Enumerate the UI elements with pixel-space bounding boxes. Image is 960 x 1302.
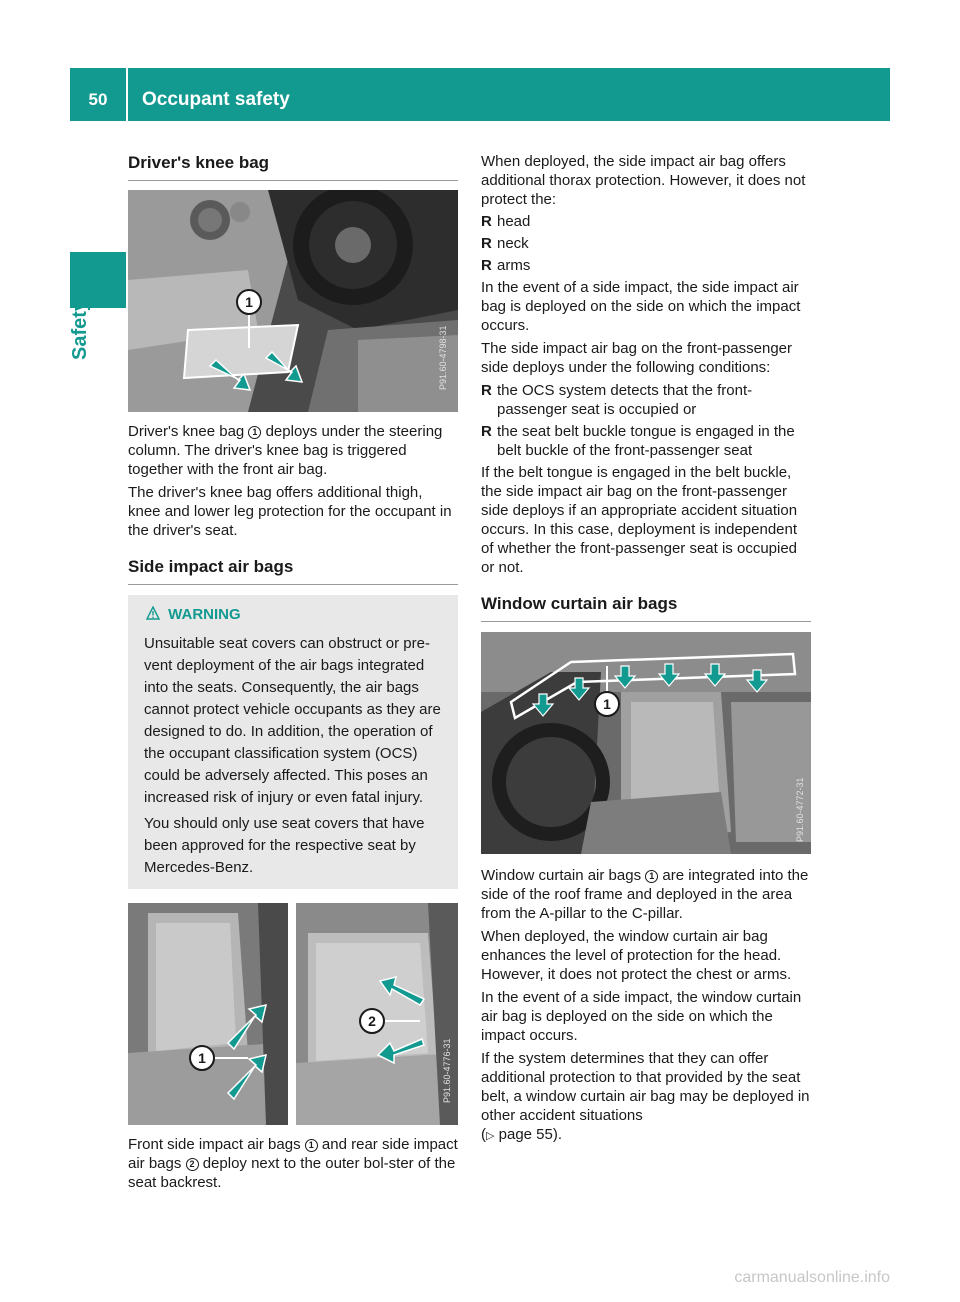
header-divider bbox=[126, 68, 128, 121]
window-curtain-photo bbox=[481, 632, 811, 854]
page-header bbox=[70, 68, 890, 121]
list-item-text: arms bbox=[497, 257, 531, 274]
list-item bbox=[481, 256, 811, 275]
window-curtain-paragraph-3: In the event of a side impact, the window curtain air bag is deployed on the side on which the impact occurs. bbox=[481, 989, 802, 1044]
knee-bag-photo-callout: 1 bbox=[245, 294, 253, 310]
text-part: ). bbox=[552, 1126, 563, 1143]
knee-bag-paragraph-2: The driver's knee bag offers additional thigh, knee and lower leg protection for the occupant in the driver's seat. bbox=[128, 484, 452, 539]
section-tab-label: Safety bbox=[69, 299, 91, 360]
side-impact-heading: Side impact air bags bbox=[128, 556, 458, 585]
page-reference-link[interactable]: page 55 bbox=[498, 1126, 553, 1143]
side-impact-paragraph-3: The side impact air bag on the front-passenger side deploys under the following conditions: bbox=[481, 340, 793, 376]
page-title: Occupant safety bbox=[142, 89, 290, 110]
right-column bbox=[481, 152, 811, 1150]
side-impact-paragraph-4: If the belt tongue is engaged in the belt buckle, the side impact air bag on the front-passenger side deploys if an appropriate accident situation occurs. In this case, deployment is independent of whether the front-passenger seat is occupied or not. bbox=[481, 464, 798, 576]
window-curtain-paragraph-2: When deployed, the window curtain air bag enhances the level of protection for the head. However, it does not protect the chest or arms. bbox=[481, 928, 792, 983]
text-part: deploys under the steering column. The driver's knee bag is triggered together with the front air bag. bbox=[128, 423, 443, 478]
side-impact-photo-callout-1: 1 bbox=[198, 1050, 206, 1066]
text-part: ( bbox=[481, 1126, 486, 1143]
photo-code: P91.60-4772-31 bbox=[795, 777, 805, 842]
list-item bbox=[481, 234, 811, 253]
callout-marker: 1 bbox=[248, 426, 261, 439]
text-part: Window curtain air bags bbox=[481, 867, 646, 884]
warning-triangle-icon bbox=[146, 605, 164, 625]
list-item-text: the OCS system detects that the front-passenger seat is occupied or bbox=[497, 382, 753, 418]
window-curtain-photo-callout: 1 bbox=[603, 696, 611, 712]
list-item-text: the seat belt buckle tongue is engaged in the belt buckle of the front-passenger seat bbox=[497, 423, 795, 459]
bullet-icon: R bbox=[481, 423, 492, 440]
bullet-icon: R bbox=[481, 213, 492, 230]
callout-marker: 1 bbox=[305, 1139, 318, 1152]
text-part: Driver's knee bag bbox=[128, 423, 249, 440]
text-part: deploy next to the outer bol-ster of the seat backrest. bbox=[128, 1155, 456, 1191]
page-number: 50 bbox=[88, 90, 108, 109]
side-impact-paragraph-1: When deployed, the side impact air bag offers additional thorax protection. However, it does not protect the: bbox=[481, 153, 806, 208]
text-part: are integrated into the side of the roof frame and deployed in the area from the A-pillar to the C-pillar. bbox=[481, 867, 809, 922]
window-curtain-heading: Window curtain air bags bbox=[481, 593, 811, 622]
photo-code: P91.60-4798-31 bbox=[438, 325, 448, 390]
warning-title-row bbox=[144, 605, 446, 625]
list-item bbox=[481, 212, 811, 231]
side-impact-paragraph-2: In the event of a side impact, the side impact air bag is deployed on the side on which the impact occurs. bbox=[481, 279, 801, 334]
warning-title: WARNING bbox=[168, 606, 241, 623]
text-part: If the system determines that they can offer additional protection to that provided by the seat belt, a window curtain air bag may be deployed in other accident situations bbox=[481, 1050, 810, 1124]
warning-paragraph-1: Unsuitable seat covers can obstruct or pre-vent deployment of the air bags integrated into the seats. Consequently, the air bags cannot protect vehicle occupants as they are designed to do. In addition, the operation of the occupant classification system (OCS) could be adversely affected. This poses an increased risk of injury or even fatal injury. bbox=[144, 635, 441, 806]
bullet-icon: R bbox=[481, 382, 492, 399]
callout-marker: 2 bbox=[186, 1158, 199, 1171]
warning-paragraph-2: You should only use seat covers that have been approved for the respective seat by Mercedes-Benz. bbox=[144, 815, 425, 876]
page-ref-arrow-icon: ▷ bbox=[486, 1130, 495, 1142]
knee-bag-heading: Driver's knee bag bbox=[128, 152, 458, 181]
window-curtain-paragraph-4 bbox=[481, 1049, 811, 1146]
list-item bbox=[481, 422, 811, 460]
text-part: and rear side impact air bags bbox=[128, 1136, 458, 1172]
knee-bag-paragraph-1 bbox=[128, 422, 458, 479]
watermark: carmanualsonline.info bbox=[734, 1269, 890, 1286]
knee-bag-photo bbox=[128, 190, 458, 412]
list-item-text: neck bbox=[497, 235, 529, 252]
section-tab bbox=[60, 240, 100, 360]
list-item-text: head bbox=[497, 213, 531, 230]
photo-code: P91.60-4776-31 bbox=[442, 1038, 452, 1103]
text-part: Front side impact air bags bbox=[128, 1136, 305, 1153]
bullet-icon: R bbox=[481, 235, 492, 252]
side-impact-photo bbox=[128, 903, 458, 1125]
callout-marker: 1 bbox=[645, 870, 658, 883]
side-impact-caption bbox=[128, 1135, 458, 1192]
left-column bbox=[128, 152, 458, 1196]
bullet-icon: R bbox=[481, 257, 492, 274]
window-curtain-paragraph-1 bbox=[481, 866, 811, 923]
list-item bbox=[481, 381, 811, 419]
side-impact-photo-callout-2: 2 bbox=[368, 1013, 376, 1029]
warning-box bbox=[128, 595, 458, 889]
